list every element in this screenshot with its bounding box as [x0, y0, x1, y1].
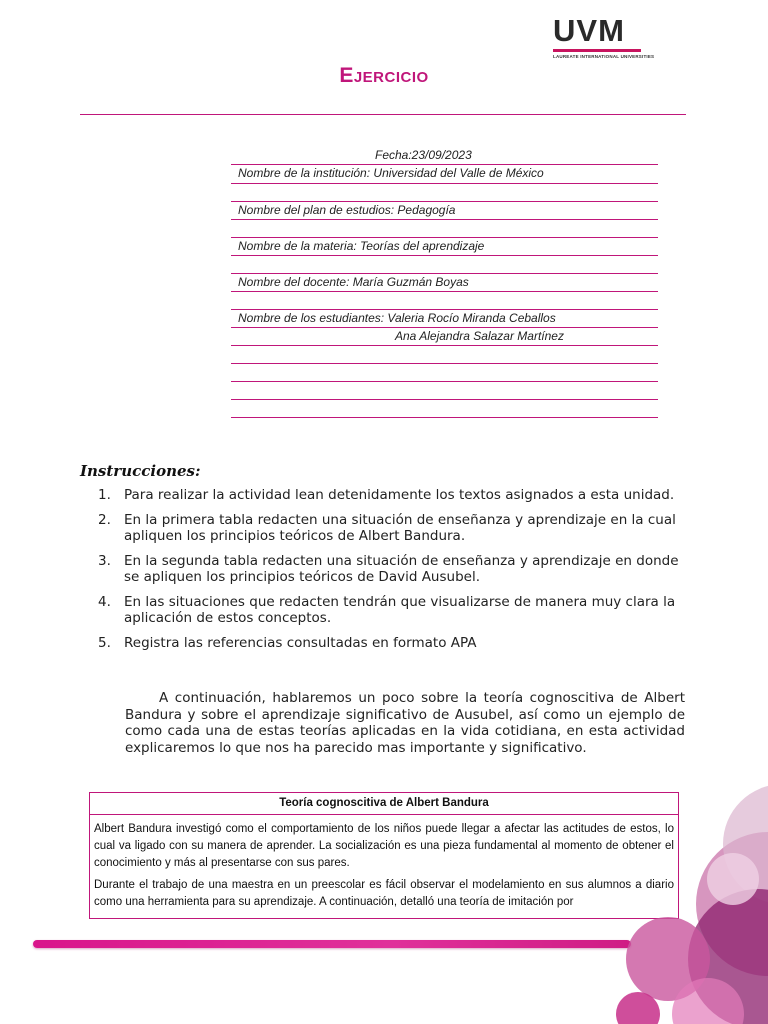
item-number: 2. — [98, 512, 111, 528]
form-line — [231, 417, 658, 418]
form-line — [231, 345, 658, 346]
instructions-heading: Instrucciones: — [80, 462, 201, 480]
students-field: Nombre de los estudiantes: Valeria Rocío Miranda Ceballos — [238, 311, 556, 325]
form-line — [231, 327, 658, 328]
list-item — [98, 553, 690, 585]
form-line — [231, 381, 658, 382]
form-line — [231, 399, 658, 400]
footer-bar — [33, 940, 631, 948]
item-text: Registra las referencias consultadas en formato APA — [124, 635, 477, 651]
item-number: 5. — [98, 635, 111, 651]
table-paragraph: Durante el trabajo de una maestra en un preescolar es fácil observar el modelamiento en sus alumnos a diario como una herramienta para su aprendizaje. A continuación, detalló una teoría de imitación por — [94, 879, 674, 908]
page-title — [0, 64, 768, 88]
form-line — [231, 291, 658, 292]
list-item — [98, 635, 690, 651]
logo-bar — [553, 49, 641, 52]
form-line — [231, 273, 658, 274]
logo-letters: UVM — [553, 13, 625, 48]
uvm-logo — [553, 13, 655, 59]
page-title-text: Ejercicio — [339, 64, 429, 87]
item-number: 3. — [98, 553, 111, 569]
subject-field: Nombre de la materia: Teorías del aprendizaje — [238, 239, 485, 253]
title-divider — [80, 114, 686, 115]
instructions-list — [98, 487, 690, 660]
item-text: En las situaciones que redacten tendrán que visualizarse de manera muy clara la aplicación de estos conceptos. — [124, 594, 676, 626]
form-line — [231, 164, 658, 165]
item-text: Para realizar la actividad lean detenidamente los textos asignados a esta unidad. — [124, 487, 675, 503]
teacher-field: Nombre del docente: María Guzmán Boyas — [238, 275, 469, 289]
logo-tagline: LAUREATE INTERNATIONAL UNIVERSITIES — [553, 54, 655, 59]
date-field: Fecha:23/09/2023 — [375, 148, 472, 162]
item-text: En la segunda tabla redacten una situación de enseñanza y aprendizaje en donde se apliquen los principios teóricos de David Ausubel. — [124, 553, 679, 585]
form-line — [231, 363, 658, 364]
decorative-circles — [608, 784, 768, 1024]
form-line — [231, 183, 658, 184]
table-heading: Teoría cognoscitiva de Albert Bandura — [90, 793, 678, 815]
table-body — [90, 815, 678, 911]
bandura-table — [89, 792, 679, 919]
item-number: 4. — [98, 594, 111, 610]
student2-field: Ana Alejandra Salazar Martínez — [395, 329, 564, 343]
list-item — [98, 512, 690, 544]
program-field: Nombre del plan de estudios: Pedagogía — [238, 203, 456, 217]
form-line — [231, 309, 658, 310]
decor-circle — [707, 853, 759, 905]
item-number: 1. — [98, 487, 111, 503]
intro-paragraph: A continuación, hablaremos un poco sobre la teoría cognoscitiva de Albert Bandura y sobre el aprendizaje significativo de Ausubel, así como un ejemplo de como cada una de estas teorías aplicadas en la vida cotidiana, en esta actividad explicaremos lo que nos ha parecido mas importante y significativo. — [125, 690, 685, 756]
item-text: En la primera tabla redacten una situación de enseñanza y aprendizaje en la cual apliquen los principios teóricos de Albert Bandura. — [124, 512, 676, 544]
form-line — [231, 219, 658, 220]
form-line — [231, 255, 658, 256]
list-item — [98, 594, 690, 626]
institution-field: Nombre de la institución: Universidad del Valle de México — [238, 166, 544, 180]
form-line — [231, 201, 658, 202]
form-line — [231, 237, 658, 238]
table-paragraph: Albert Bandura investigó como el comportamiento de los niños puede llegar a afectar las actitudes de estos, lo cual va ligado con su manera de aprender. La socialización es una pieza fundamental al momento de obtener el conocimiento y más al presentarse con sus pares. — [94, 823, 674, 869]
list-item — [98, 487, 690, 503]
